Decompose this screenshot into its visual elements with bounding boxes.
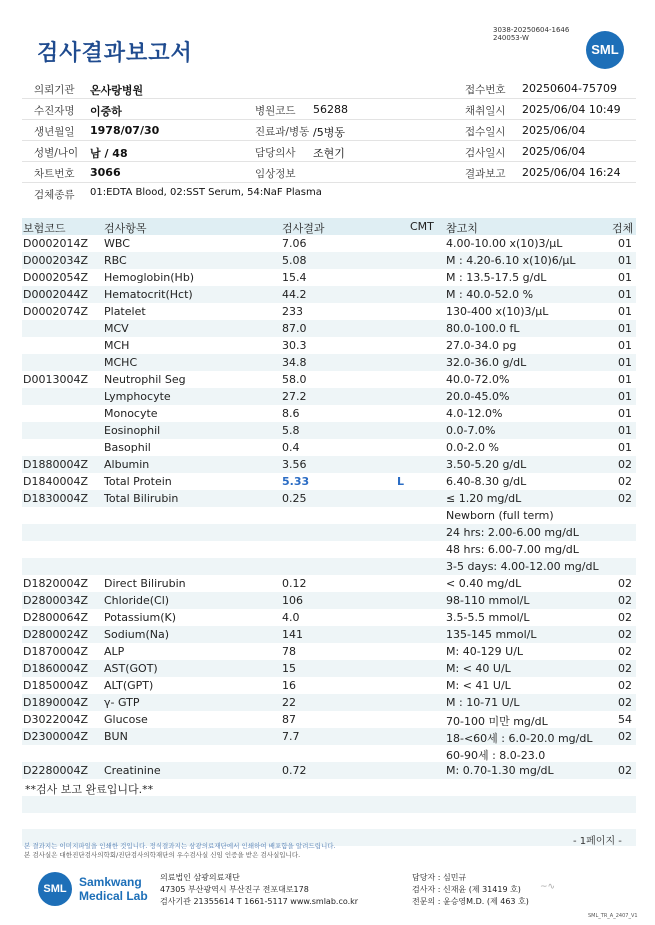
cell-ref: 0.0-7.0% bbox=[446, 424, 496, 437]
hospital-code-value: 56288 bbox=[313, 103, 348, 116]
cell-code: D1870004Z bbox=[23, 645, 88, 658]
cell-ref: 40.0-72.0% bbox=[446, 373, 510, 386]
cell-code: D0002034Z bbox=[23, 254, 88, 267]
table-row bbox=[22, 575, 636, 592]
cell-name: Basophil bbox=[104, 441, 151, 454]
cell-specimen: 01 bbox=[618, 271, 632, 284]
specimen-value: 01:EDTA Blood, 02:SST Serum, 54:NaF Plasma bbox=[90, 187, 322, 198]
cell-name: Potassium(K) bbox=[104, 611, 177, 624]
cell-code: D2800034Z bbox=[23, 594, 88, 607]
cell-specimen: 01 bbox=[618, 305, 632, 318]
table-row bbox=[22, 422, 636, 439]
cell-result: 87.0 bbox=[282, 322, 307, 335]
patient-info-block bbox=[22, 78, 636, 204]
table-row bbox=[22, 439, 636, 456]
cell-result: 7.7 bbox=[282, 730, 300, 743]
cell-ref: 98-110 mmol/L bbox=[446, 594, 530, 607]
dept-label: 진료과/병동 bbox=[255, 126, 310, 138]
cell-result: 15.4 bbox=[282, 271, 307, 284]
cell-result: 58.0 bbox=[282, 373, 307, 386]
cell-specimen: 01 bbox=[618, 390, 632, 403]
cell-code: D2280004Z bbox=[23, 764, 88, 777]
cell-ref: 3.5-5.5 mmol/L bbox=[446, 611, 530, 624]
test-date-value: 2025/06/04 bbox=[522, 145, 586, 158]
table-row bbox=[22, 541, 636, 558]
cell-ref: 4.0-12.0% bbox=[446, 407, 503, 420]
table-row bbox=[22, 626, 636, 643]
cell-specimen: 02 bbox=[618, 492, 632, 505]
cell-name: BUN bbox=[104, 730, 128, 743]
cell-code: D0002054Z bbox=[23, 271, 88, 284]
cell-ref: M: < 40 U/L bbox=[446, 662, 511, 675]
cell-code: D2300004Z bbox=[23, 730, 88, 743]
cell-specimen: 01 bbox=[618, 237, 632, 250]
cell-code: D1830004Z bbox=[23, 492, 88, 505]
sex-age-value: 남 / 48 bbox=[90, 147, 128, 160]
cell-name: Monocyte bbox=[104, 407, 158, 420]
doctor-label: 담당의사 bbox=[255, 147, 296, 159]
header-specimen: 검체 bbox=[612, 222, 634, 235]
end-note: **검사 보고 완료입니다.** bbox=[25, 783, 154, 796]
chart-no-label: 차트번호 bbox=[34, 168, 75, 180]
cell-specimen: 02 bbox=[618, 594, 632, 607]
table-row bbox=[22, 728, 636, 745]
cell-result: 5.33 bbox=[282, 475, 310, 488]
sml-logo: SML bbox=[586, 31, 624, 69]
cell-ref: 27.0-34.0 pg bbox=[446, 339, 517, 352]
table-row bbox=[22, 456, 636, 473]
page-number: - 1페이지 - bbox=[573, 836, 622, 847]
table-row bbox=[22, 286, 636, 303]
cell-code: D1820004Z bbox=[23, 577, 88, 590]
table-row bbox=[22, 371, 636, 388]
table-row bbox=[22, 507, 636, 524]
cell-specimen: 01 bbox=[618, 373, 632, 386]
form-code: SML_TR_A_2407_V1 bbox=[588, 913, 638, 919]
chart-no-value: 3066 bbox=[90, 166, 121, 179]
table-row bbox=[22, 354, 636, 371]
cell-code: D0013004Z bbox=[23, 373, 88, 386]
cell-name: Creatinine bbox=[104, 764, 161, 777]
cell-ref: 60-90세 : 8.0-23.0 bbox=[446, 749, 546, 762]
results-table bbox=[22, 218, 636, 813]
report-date-label: 결과보고 bbox=[465, 168, 506, 180]
cell-ref: 24 hrs: 2.00-6.00 mg/dL bbox=[446, 526, 579, 539]
cell-name: Eosinophil bbox=[104, 424, 161, 437]
cell-result: 16 bbox=[282, 679, 296, 692]
table-row bbox=[22, 711, 636, 728]
cell-name: MCH bbox=[104, 339, 130, 352]
cell-code: D1880004Z bbox=[23, 458, 88, 471]
lab-address: 의료법인 삼광의료재단 47305 부산광역시 부산진구 전포대로178 검사기관 21355614 T 1661-5117 www.smlab.co.kr bbox=[160, 873, 359, 906]
cell-result: 0.12 bbox=[282, 577, 307, 590]
info-row bbox=[22, 141, 636, 162]
cell-result: 233 bbox=[282, 305, 303, 318]
table-body bbox=[22, 235, 636, 779]
cell-specimen: 02 bbox=[618, 662, 632, 675]
cell-code: D2800024Z bbox=[23, 628, 88, 641]
cell-name: Lymphocyte bbox=[104, 390, 171, 403]
specimen-label: 검체종류 bbox=[34, 189, 75, 201]
header-cmt: CMT bbox=[410, 220, 434, 233]
table-row bbox=[22, 745, 636, 762]
cell-specimen: 02 bbox=[618, 645, 632, 658]
table-row bbox=[22, 694, 636, 711]
cell-result: 15 bbox=[282, 662, 296, 675]
table-row bbox=[22, 473, 636, 490]
cell-result: 34.8 bbox=[282, 356, 307, 369]
info-row bbox=[22, 162, 636, 183]
end-note-row bbox=[22, 779, 636, 796]
staff-info: 담당자 : 심민규 검사자 : 신재윤 (제 31419 호) 전문의 : 윤승영M.D. (제 463 호) bbox=[412, 873, 529, 906]
header-code: 보험코드 bbox=[23, 222, 66, 235]
cell-ref: M: 40-129 U/L bbox=[446, 645, 524, 658]
header-result: 검사결과 bbox=[282, 222, 325, 235]
footer-notes: 본 결과지는 이미지파일을 인쇄한 것입니다. 정식결과지는 삼광의료재단에서 인쇄하여 배포함을 알려드립니다. 본 검사실은 대한진단검사의학회/진단검사의학재단의 우수검사실 신임 인증을 받은 검사실입니다. bbox=[24, 842, 336, 859]
cell-name: ALT(GPT) bbox=[104, 679, 154, 692]
cell-name: Hematocrit(Hct) bbox=[104, 288, 193, 301]
institution-label: 의뢰기관 bbox=[34, 84, 75, 96]
cell-ref: ≤ 1.20 mg/dL bbox=[446, 492, 522, 505]
cell-ref: 70-100 미만 mg/dL bbox=[446, 715, 548, 728]
table-header bbox=[22, 218, 636, 235]
report-title: 검사결과보고서 bbox=[37, 41, 193, 66]
cell-result: 5.8 bbox=[282, 424, 300, 437]
cell-result: 141 bbox=[282, 628, 303, 641]
institution-value: 온사랑병원 bbox=[90, 84, 144, 97]
table-row bbox=[22, 660, 636, 677]
cell-specimen: 01 bbox=[618, 288, 632, 301]
cell-name: MCV bbox=[104, 322, 129, 335]
cell-ref: 48 hrs: 6.00-7.00 mg/dL bbox=[446, 543, 579, 556]
cell-specimen: 01 bbox=[618, 339, 632, 352]
cell-specimen: 01 bbox=[618, 322, 632, 335]
info-row bbox=[22, 78, 636, 99]
cell-ref: M: < 41 U/L bbox=[446, 679, 511, 692]
receipt-no-label: 접수번호 bbox=[465, 84, 506, 96]
table-row bbox=[22, 320, 636, 337]
cell-result: 78 bbox=[282, 645, 296, 658]
cell-specimen: 02 bbox=[618, 764, 632, 777]
cell-ref: M : 13.5-17.5 g/dL bbox=[446, 271, 547, 284]
info-row bbox=[22, 99, 636, 120]
cell-name: Total Protein bbox=[104, 475, 172, 488]
cell-name: WBC bbox=[104, 237, 130, 250]
cell-name: RBC bbox=[104, 254, 127, 267]
table-row bbox=[22, 643, 636, 660]
info-row bbox=[22, 183, 636, 204]
hospital-code-label: 병원코드 bbox=[255, 105, 296, 117]
cell-specimen: 02 bbox=[618, 679, 632, 692]
cell-ref: 32.0-36.0 g/dL bbox=[446, 356, 527, 369]
cell-code: D3022004Z bbox=[23, 713, 88, 726]
cell-code: D0002074Z bbox=[23, 305, 88, 318]
cell-name: γ- GTP bbox=[104, 696, 140, 709]
collect-date-value: 2025/06/04 10:49 bbox=[522, 103, 621, 116]
receipt-no-value: 20250604-75709 bbox=[522, 82, 617, 95]
cell-ref: 20.0-45.0% bbox=[446, 390, 510, 403]
cell-result: 0.72 bbox=[282, 764, 307, 777]
lab-name: Samkwang Medical Lab bbox=[79, 875, 148, 903]
info-row bbox=[22, 120, 636, 141]
cell-ref: Newborn (full term) bbox=[446, 509, 554, 522]
cell-name: Total Bilirubin bbox=[104, 492, 179, 505]
table-row bbox=[22, 677, 636, 694]
cell-ref: < 0.40 mg/dL bbox=[446, 577, 522, 590]
cell-name: Glucose bbox=[104, 713, 148, 726]
cell-specimen: 01 bbox=[618, 254, 632, 267]
collect-date-label: 채취일시 bbox=[465, 105, 506, 117]
table-row bbox=[22, 796, 636, 813]
cell-specimen: 02 bbox=[618, 730, 632, 743]
sex-age-label: 성별/나이 bbox=[34, 147, 79, 159]
cell-result: 5.08 bbox=[282, 254, 307, 267]
cell-code: D2800064Z bbox=[23, 611, 88, 624]
patient-label: 수진자명 bbox=[34, 105, 75, 117]
cell-code: D1860004Z bbox=[23, 662, 88, 675]
header-name: 검사항목 bbox=[104, 222, 147, 235]
cell-code: D0002014Z bbox=[23, 237, 88, 250]
table-row bbox=[22, 252, 636, 269]
cell-code: D1840004Z bbox=[23, 475, 88, 488]
cell-ref: 6.40-8.30 g/dL bbox=[446, 475, 527, 488]
table-row bbox=[22, 269, 636, 286]
cell-name: MCHC bbox=[104, 356, 138, 369]
receipt-date-label: 접수일시 bbox=[465, 126, 506, 138]
cell-specimen: 01 bbox=[618, 356, 632, 369]
cell-name: Chloride(Cl) bbox=[104, 594, 170, 607]
receipt-date-value: 2025/06/04 bbox=[522, 124, 586, 137]
cell-name: Hemoglobin(Hb) bbox=[104, 271, 195, 284]
cell-name: Sodium(Na) bbox=[104, 628, 169, 641]
cell-result: 3.56 bbox=[282, 458, 307, 471]
cell-result: 0.25 bbox=[282, 492, 307, 505]
cell-name: ALP bbox=[104, 645, 125, 658]
table-row bbox=[22, 337, 636, 354]
cell-ref: M : 10-71 U/L bbox=[446, 696, 520, 709]
dob-label: 생년월일 bbox=[34, 126, 75, 138]
table-row bbox=[22, 558, 636, 575]
cell-cmt: L bbox=[397, 475, 405, 488]
cell-result: 30.3 bbox=[282, 339, 307, 352]
cell-ref: 18-<60세 : 6.0-20.0 mg/dL bbox=[446, 732, 593, 745]
cell-name: AST(GOT) bbox=[104, 662, 158, 675]
cell-specimen: 02 bbox=[618, 458, 632, 471]
cell-ref: 4.00-10.00 x(10)3/μL bbox=[446, 237, 563, 250]
cell-ref: M: 0.70-1.30 mg/dL bbox=[446, 764, 554, 777]
cell-specimen: 01 bbox=[618, 441, 632, 454]
cell-result: 27.2 bbox=[282, 390, 307, 403]
cell-specimen: 54 bbox=[618, 713, 632, 726]
cell-ref: 3.50-5.20 g/dL bbox=[446, 458, 527, 471]
cell-result: 8.6 bbox=[282, 407, 300, 420]
header-ref: 참고치 bbox=[446, 222, 478, 235]
cell-name: Neutrophil Seg bbox=[104, 373, 186, 386]
cell-result: 87 bbox=[282, 713, 296, 726]
cell-result: 106 bbox=[282, 594, 303, 607]
cell-code: D1890004Z bbox=[23, 696, 88, 709]
cell-code: D1850004Z bbox=[23, 679, 88, 692]
cell-ref: 80.0-100.0 fL bbox=[446, 322, 520, 335]
cell-name: Albumin bbox=[104, 458, 150, 471]
cell-result: 0.4 bbox=[282, 441, 300, 454]
cell-result: 22 bbox=[282, 696, 296, 709]
patient-value: 이중하 bbox=[90, 105, 122, 118]
table-row bbox=[22, 609, 636, 626]
cell-result: 7.06 bbox=[282, 237, 307, 250]
cell-ref: 3-5 days: 4.00-12.00 mg/dL bbox=[446, 560, 599, 573]
cell-ref: 135-145 mmol/L bbox=[446, 628, 537, 641]
cell-name: Platelet bbox=[104, 305, 146, 318]
cell-ref: M : 4.20-6.10 x(10)6/μL bbox=[446, 254, 576, 267]
table-row bbox=[22, 592, 636, 609]
table-row bbox=[22, 235, 636, 252]
lab-logo: SML bbox=[38, 872, 72, 906]
test-date-label: 검사일시 bbox=[465, 147, 506, 159]
clinical-label: 임상정보 bbox=[255, 168, 296, 180]
cell-specimen: 02 bbox=[618, 475, 632, 488]
doctor-value: 조현기 bbox=[313, 147, 345, 160]
cell-name: Direct Bilirubin bbox=[104, 577, 186, 590]
cell-result: 4.0 bbox=[282, 611, 300, 624]
cell-specimen: 01 bbox=[618, 424, 632, 437]
signature-mark: ~∿ bbox=[540, 882, 556, 892]
table-row bbox=[22, 490, 636, 507]
document-code: 3038-20250604-1646 240053-W bbox=[493, 26, 570, 42]
table-row bbox=[22, 762, 636, 779]
cell-result: 44.2 bbox=[282, 288, 307, 301]
table-row bbox=[22, 524, 636, 541]
cell-ref: M : 40.0-52.0 % bbox=[446, 288, 534, 301]
cell-ref: 130-400 x(10)3/μL bbox=[446, 305, 549, 318]
report-date-value: 2025/06/04 16:24 bbox=[522, 166, 621, 179]
cell-ref: 0.0-2.0 % bbox=[446, 441, 499, 454]
table-row bbox=[22, 405, 636, 422]
cell-specimen: 02 bbox=[618, 628, 632, 641]
cell-specimen: 02 bbox=[618, 696, 632, 709]
dob-value: 1978/07/30 bbox=[90, 124, 160, 137]
table-row bbox=[22, 388, 636, 405]
dept-value: /5병동 bbox=[313, 126, 345, 139]
table-row bbox=[22, 303, 636, 320]
cell-specimen: 01 bbox=[618, 407, 632, 420]
cell-specimen: 02 bbox=[618, 577, 632, 590]
cell-specimen: 02 bbox=[618, 611, 632, 624]
cell-code: D0002044Z bbox=[23, 288, 88, 301]
